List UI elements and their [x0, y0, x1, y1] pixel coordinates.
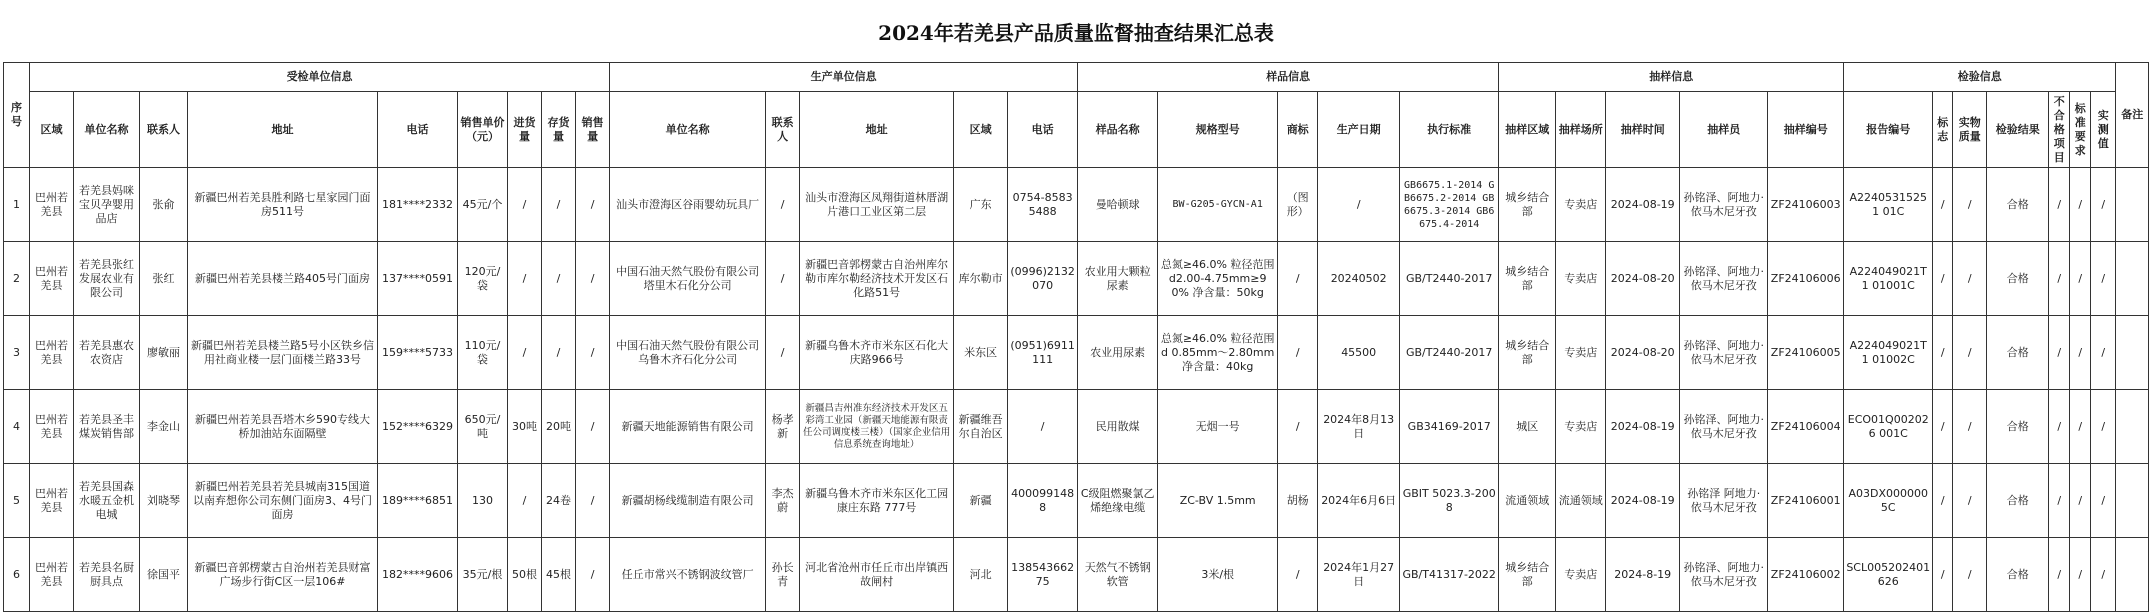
cell-phone: 189****6851 [378, 464, 458, 538]
cell-measured: / [2091, 390, 2116, 464]
cell-sampling-no: ZF24106001 [1768, 464, 1844, 538]
header-group-row [4, 63, 2149, 92]
cell-quality: / [1953, 538, 1987, 612]
header-sample-name: 样品名称 [1078, 92, 1158, 168]
cell-phone: 181****2332 [378, 168, 458, 242]
cell-nonconformity: / [2049, 390, 2070, 464]
cell-remark [2116, 390, 2149, 464]
cell-prod-date: 20240502 [1318, 242, 1400, 316]
group-sample-info: 样品信息 [1078, 63, 1499, 92]
cell-sampling-place: 流通领域 [1556, 464, 1606, 538]
cell-phone: 137****0591 [378, 242, 458, 316]
cell-region: 巴州若羌县 [30, 242, 74, 316]
cell-std-requirement: / [2070, 538, 2091, 612]
cell-seq: 3 [4, 316, 30, 390]
cell-brand: （图形） [1278, 168, 1318, 242]
cell-region: 巴州若羌县 [30, 168, 74, 242]
header-contact: 联系人 [140, 92, 188, 168]
cell-prod-date: 2024年1月27日 [1318, 538, 1400, 612]
cell-remark [2116, 464, 2149, 538]
cell-sampling-region: 城乡结合部 [1499, 538, 1556, 612]
cell-brand: / [1278, 538, 1318, 612]
cell-seq: 5 [4, 464, 30, 538]
header-address: 地址 [188, 92, 378, 168]
cell-sampling-region: 城乡结合部 [1499, 316, 1556, 390]
cell-remark [2116, 168, 2149, 242]
cell-purchase: 50根 [508, 538, 542, 612]
cell-std-requirement: / [2070, 464, 2091, 538]
cell-producer-region: 新疆维吾尔自治区 [954, 390, 1008, 464]
header-result: 检验结果 [1987, 92, 2049, 168]
header-region: 区域 [30, 92, 74, 168]
cell-producer-contact: 杨孝新 [766, 390, 800, 464]
cell-address: 新疆巴音郭楞蒙古自治州若羌县财富广场步行街C区一层106# [188, 538, 378, 612]
cell-brand: / [1278, 316, 1318, 390]
header-report-no: 报告编号 [1844, 92, 1933, 168]
cell-sample-name: 农业用大颗粒尿素 [1078, 242, 1158, 316]
cell-nonconformity: / [2049, 538, 2070, 612]
cell-unit-name: 若羌县名厨厨具点 [74, 538, 140, 612]
cell-address: 新疆巴州若羌县若羌县城南315国道以南弃想你公司东侧门面房3、4号门面房 [188, 464, 378, 538]
cell-prod-date: 2024年8月13日 [1318, 390, 1400, 464]
cell-brand: 胡杨 [1278, 464, 1318, 538]
cell-region: 巴州若羌县 [30, 390, 74, 464]
cell-report-no: A224049021T1 01002C [1844, 316, 1933, 390]
cell-phone: 159****5733 [378, 316, 458, 390]
cell-sampling-time: 2024-08-20 [1606, 316, 1680, 390]
cell-sampling-time: 2024-08-19 [1606, 168, 1680, 242]
cell-address: 新疆巴州若羌县胜利路七星家园门面房511号 [188, 168, 378, 242]
header-sampler: 抽样员 [1680, 92, 1768, 168]
header-prod-date: 生产日期 [1318, 92, 1400, 168]
cell-producer-phone: (0951)6911111 [1008, 316, 1078, 390]
cell-nonconformity: / [2049, 316, 2070, 390]
header-label: 标志 [1933, 92, 1953, 168]
cell-sampling-time: 2024-08-19 [1606, 390, 1680, 464]
header-sales: 销售量 [576, 92, 610, 168]
cell-address: 新疆巴州若羌县楼兰路5号小区铁乡信用社商业楼一层门面楼兰路33号 [188, 316, 378, 390]
cell-remark [2116, 242, 2149, 316]
header-brand: 商标 [1278, 92, 1318, 168]
cell-region: 巴州若羌县 [30, 538, 74, 612]
group-sampling-info: 抽样信息 [1499, 63, 1844, 92]
cell-price: 45元/个 [458, 168, 508, 242]
cell-spec: 3米/根 [1158, 538, 1278, 612]
cell-seq: 2 [4, 242, 30, 316]
cell-label: / [1933, 242, 1953, 316]
cell-address: 新疆巴州若羌县吾塔木乡590专线大桥加油站东面隔壁 [188, 390, 378, 464]
header-std-requirement: 标准要求 [2070, 92, 2091, 168]
cell-producer-contact: / [766, 316, 800, 390]
cell-producer-contact: / [766, 242, 800, 316]
cell-producer-name: 新疆天地能源销售有限公司 [610, 390, 766, 464]
cell-purchase: / [508, 168, 542, 242]
header-remark: 备注 [2116, 63, 2149, 168]
header-quality: 实物质量 [1953, 92, 1987, 168]
cell-sampling-place: 专卖店 [1556, 316, 1606, 390]
header-unit-name: 单位名称 [74, 92, 140, 168]
cell-sample-name: 农业用尿素 [1078, 316, 1158, 390]
cell-label: / [1933, 316, 1953, 390]
cell-label: / [1933, 168, 1953, 242]
cell-report-no: A03DX0000005C [1844, 464, 1933, 538]
cell-nonconformity: / [2049, 464, 2070, 538]
cell-sampling-time: 2024-8-19 [1606, 538, 1680, 612]
cell-sales: / [576, 316, 610, 390]
cell-brand: / [1278, 390, 1318, 464]
cell-label: / [1933, 464, 1953, 538]
cell-result: 合格 [1987, 464, 2049, 538]
cell-sales: / [576, 464, 610, 538]
cell-producer-address: 新疆乌鲁木齐市米东区化工园康庄东路 777号 [800, 464, 954, 538]
header-producer-contact: 联系人 [766, 92, 800, 168]
group-inspected-unit: 受检单位信息 [30, 63, 610, 92]
header-stock: 存货量 [542, 92, 576, 168]
cell-contact: 李金山 [140, 390, 188, 464]
cell-prod-date: 45500 [1318, 316, 1400, 390]
cell-measured: / [2091, 242, 2116, 316]
cell-producer-name: 中国石油天然气股份有限公司乌鲁木齐石化分公司 [610, 316, 766, 390]
cell-sample-name: C级阻燃聚氯乙烯绝缘电缆 [1078, 464, 1158, 538]
cell-label: / [1933, 390, 1953, 464]
cell-contact: 徐国平 [140, 538, 188, 612]
cell-result: 合格 [1987, 316, 2049, 390]
cell-producer-address: 河北省沧州市任丘市出岸镇西故闸村 [800, 538, 954, 612]
header-spec: 规格型号 [1158, 92, 1278, 168]
cell-sampler: 孙铭泽、阿地力·依马木尼牙孜 [1680, 316, 1768, 390]
cell-sampling-place: 专卖店 [1556, 390, 1606, 464]
cell-quality: / [1953, 168, 1987, 242]
cell-sampling-place: 专卖店 [1556, 242, 1606, 316]
cell-producer-contact: 孙长青 [766, 538, 800, 612]
cell-prod-date: / [1318, 168, 1400, 242]
cell-price: 110元/袋 [458, 316, 508, 390]
header-producer-address: 地址 [800, 92, 954, 168]
cell-region: 巴州若羌县 [30, 316, 74, 390]
cell-report-no: SCL005202401 626 [1844, 538, 1933, 612]
cell-std-requirement: / [2070, 316, 2091, 390]
cell-seq: 4 [4, 390, 30, 464]
cell-producer-contact: 李杰蔚 [766, 464, 800, 538]
cell-phone: 182****9606 [378, 538, 458, 612]
cell-sales: / [576, 168, 610, 242]
table-row [4, 538, 2149, 612]
header-sampling-place: 抽样场所 [1556, 92, 1606, 168]
table-row [4, 242, 2149, 316]
cell-sampling-no: ZF24106004 [1768, 390, 1844, 464]
cell-sample-name: 天然气不锈钢软管 [1078, 538, 1158, 612]
cell-stock: / [542, 242, 576, 316]
cell-producer-address: 汕头市澄海区凤翔街道林厝湖片港口工业区第二层 [800, 168, 954, 242]
cell-standard: GB/T41317-2022 [1400, 538, 1499, 612]
cell-std-requirement: / [2070, 390, 2091, 464]
cell-contact: 张红 [140, 242, 188, 316]
cell-result: 合格 [1987, 538, 2049, 612]
cell-stock: 45根 [542, 538, 576, 612]
cell-seq: 6 [4, 538, 30, 612]
cell-purchase: / [508, 316, 542, 390]
header-sampling-no: 抽样编号 [1768, 92, 1844, 168]
cell-stock: 24卷 [542, 464, 576, 538]
cell-stock: / [542, 168, 576, 242]
table-row [4, 168, 2149, 242]
cell-unit-name: 若羌县惠农农资店 [74, 316, 140, 390]
cell-sampling-place: 专卖店 [1556, 168, 1606, 242]
cell-measured: / [2091, 538, 2116, 612]
cell-standard: GB/T2440-2017 [1400, 316, 1499, 390]
cell-spec: 总氮≥46.0% 粒径范围d 0.85mm～2.80mm 净含量：40kg [1158, 316, 1278, 390]
cell-standard: GB6675.1-2014 GB6675.2-2014 GB6675.3-2014 GB6675.4-2014 [1400, 168, 1499, 242]
cell-sampling-no: ZF24106003 [1768, 168, 1844, 242]
cell-region: 巴州若羌县 [30, 464, 74, 538]
cell-producer-region: 河北 [954, 538, 1008, 612]
header-sampling-region: 抽样区域 [1499, 92, 1556, 168]
cell-remark [2116, 538, 2149, 612]
cell-seq: 1 [4, 168, 30, 242]
cell-purchase: / [508, 242, 542, 316]
header-purchase: 进货量 [508, 92, 542, 168]
header-standard: 执行标准 [1400, 92, 1499, 168]
cell-price: 35元/根 [458, 538, 508, 612]
cell-label: / [1933, 538, 1953, 612]
cell-standard: GB34169-2017 [1400, 390, 1499, 464]
cell-sampler: 孙铭泽、阿地力·依马木尼牙孜 [1680, 242, 1768, 316]
cell-unit-name: 若羌县圣丰煤炭销售部 [74, 390, 140, 464]
cell-report-no: A224049021T1 01001C [1844, 242, 1933, 316]
header-phone: 电话 [378, 92, 458, 168]
cell-spec: 总氮≥46.0% 粒径范围 d2.00-4.75mm≥90% 净含量：50kg [1158, 242, 1278, 316]
cell-sampling-region: 城区 [1499, 390, 1556, 464]
cell-result: 合格 [1987, 168, 2049, 242]
header-measured: 实测值 [2091, 92, 2116, 168]
cell-purchase: / [508, 464, 542, 538]
cell-result: 合格 [1987, 390, 2049, 464]
header-column-row [4, 92, 2149, 168]
cell-sampling-no: ZF24106005 [1768, 316, 1844, 390]
cell-producer-address: 新疆巴音郭楞蒙古自治州库尔勒市库尔勒经济技术开发区石化路51号 [800, 242, 954, 316]
cell-producer-phone: 0754-85835488 [1008, 168, 1078, 242]
cell-sampler: 孙铭泽 阿地力·依马木尼牙孜 [1680, 464, 1768, 538]
cell-sampling-place: 专卖店 [1556, 538, 1606, 612]
cell-sampling-region: 城乡结合部 [1499, 242, 1556, 316]
cell-quality: / [1953, 390, 1987, 464]
cell-producer-region: 米东区 [954, 316, 1008, 390]
page-title: 2024年若羌县产品质量监督抽查结果汇总表 [878, 21, 1274, 45]
cell-sampler: 孙铭泽、阿地力·依马木尼牙孜 [1680, 390, 1768, 464]
header-producer-phone: 电话 [1008, 92, 1078, 168]
group-inspection-info: 检验信息 [1844, 63, 2116, 92]
cell-std-requirement: / [2070, 242, 2091, 316]
cell-brand: / [1278, 242, 1318, 316]
cell-quality: / [1953, 242, 1987, 316]
cell-price: 650元/吨 [458, 390, 508, 464]
cell-phone: 152****6329 [378, 390, 458, 464]
cell-unit-name: 若羌县国森水暖五金机电城 [74, 464, 140, 538]
cell-result: 合格 [1987, 242, 2049, 316]
cell-contact: 刘晓琴 [140, 464, 188, 538]
cell-quality: / [1953, 464, 1987, 538]
cell-spec: BW-G205-GYCN-A1 [1158, 168, 1278, 242]
cell-measured: / [2091, 464, 2116, 538]
header-sampling-time: 抽样时间 [1606, 92, 1680, 168]
cell-producer-name: 任丘市常兴不锈钢波纹管厂 [610, 538, 766, 612]
header-nonconformity: 不合格项目 [2049, 92, 2070, 168]
header-producer-region: 区域 [954, 92, 1008, 168]
cell-nonconformity: / [2049, 168, 2070, 242]
cell-producer-phone: / [1008, 390, 1078, 464]
cell-sampling-no: ZF24106002 [1768, 538, 1844, 612]
cell-prod-date: 2024年6月6日 [1318, 464, 1400, 538]
table-row [4, 390, 2149, 464]
header-producer-name: 单位名称 [610, 92, 766, 168]
cell-price: 130 [458, 464, 508, 538]
cell-producer-address: 新疆乌鲁木齐市米东区石化大庆路966号 [800, 316, 954, 390]
cell-measured: / [2091, 316, 2116, 390]
cell-sampling-region: 城乡结合部 [1499, 168, 1556, 242]
cell-producer-name: 中国石油天然气股份有限公司塔里木石化分公司 [610, 242, 766, 316]
cell-standard: GB/T2440-2017 [1400, 242, 1499, 316]
group-producer-unit: 生产单位信息 [610, 63, 1078, 92]
cell-producer-phone: 13854366275 [1008, 538, 1078, 612]
cell-producer-region: 新疆 [954, 464, 1008, 538]
table-row [4, 316, 2149, 390]
cell-spec: 无烟一号 [1158, 390, 1278, 464]
results-table [3, 62, 2149, 612]
cell-sales: / [576, 538, 610, 612]
cell-measured: / [2091, 168, 2116, 242]
cell-remark [2116, 316, 2149, 390]
cell-sample-name: 曼哈顿球 [1078, 168, 1158, 242]
cell-contact: 张俞 [140, 168, 188, 242]
cell-std-requirement: / [2070, 168, 2091, 242]
cell-sales: / [576, 390, 610, 464]
table-row [4, 464, 2149, 538]
cell-sampling-time: 2024-08-20 [1606, 242, 1680, 316]
header-price: 销售单价（元） [458, 92, 508, 168]
cell-producer-address: 新疆昌吉州准东经济技术开发区五彩湾工业园（新疆天地能源有限责任公司调度楼三楼）（国家企业信用信息系统查询地址） [800, 390, 954, 464]
cell-price: 120元/袋 [458, 242, 508, 316]
cell-purchase: 30吨 [508, 390, 542, 464]
cell-address: 新疆巴州若羌县楼兰路405号门面房 [188, 242, 378, 316]
cell-sample-name: 民用散煤 [1078, 390, 1158, 464]
cell-producer-name: 新疆胡杨线缆制造有限公司 [610, 464, 766, 538]
cell-sales: / [576, 242, 610, 316]
cell-producer-name: 汕头市澄海区谷雨婴幼玩具厂 [610, 168, 766, 242]
cell-unit-name: 若羌县张红发展农业有限公司 [74, 242, 140, 316]
cell-report-no: A22405315251 01C [1844, 168, 1933, 242]
cell-contact: 廖敏丽 [140, 316, 188, 390]
cell-report-no: ECO01Q002026 001C [1844, 390, 1933, 464]
cell-unit-name: 若羌县妈咪宝贝孕婴用品店 [74, 168, 140, 242]
cell-sampler: 孙铭泽、阿地力·依马木尼牙孜 [1680, 538, 1768, 612]
cell-sampling-time: 2024-08-19 [1606, 464, 1680, 538]
cell-sampling-region: 流通领域 [1499, 464, 1556, 538]
cell-producer-region: 广东 [954, 168, 1008, 242]
cell-producer-region: 库尔勒市 [954, 242, 1008, 316]
cell-spec: ZC-BV 1.5mm [1158, 464, 1278, 538]
cell-sampling-no: ZF24106006 [1768, 242, 1844, 316]
header-seq: 序号 [4, 63, 30, 168]
cell-quality: / [1953, 316, 1987, 390]
cell-standard: GBIT 5023.3-2008 [1400, 464, 1499, 538]
cell-stock: 20吨 [542, 390, 576, 464]
cell-stock: / [542, 316, 576, 390]
cell-producer-phone: (0996)2132070 [1008, 242, 1078, 316]
cell-sampler: 孙铭泽、阿地力·依马木尼牙孜 [1680, 168, 1768, 242]
cell-nonconformity: / [2049, 242, 2070, 316]
cell-producer-contact: / [766, 168, 800, 242]
cell-producer-phone: 4000991488 [1008, 464, 1078, 538]
